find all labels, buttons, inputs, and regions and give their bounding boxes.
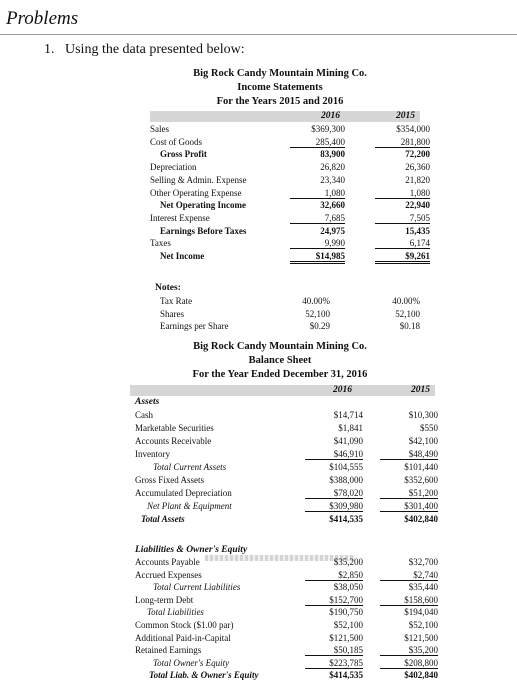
value-2015: $51,200 xyxy=(380,488,438,499)
value-2015: $158,600 xyxy=(380,595,438,606)
value-2016: 26,820 xyxy=(320,162,345,173)
row-label: Accrued Expenses xyxy=(135,569,202,580)
row-label: Net Plant & Equipment xyxy=(147,501,232,511)
row-label: Total Liabilities xyxy=(147,607,204,618)
value-2016: 52,100 xyxy=(305,308,330,319)
assets-table xyxy=(135,410,438,535)
value-2016: $152,700 xyxy=(305,595,363,606)
value-2015: $48,490 xyxy=(380,449,438,460)
income-statement-table xyxy=(150,124,430,264)
value-2016: $52,100 xyxy=(333,620,363,630)
income-period: For the Years 2015 and 2016 xyxy=(216,96,344,107)
value-2015: 52,100 xyxy=(395,308,420,319)
income-col-2015: 2015 xyxy=(396,111,415,121)
balance-header-band xyxy=(130,385,435,396)
value-2016: $78,020 xyxy=(305,488,363,499)
value-2015: $208,800 xyxy=(380,658,438,669)
row-label: Inventory xyxy=(135,449,170,459)
row-label: Taxes xyxy=(150,238,171,249)
row-label: Tax Rate xyxy=(160,296,193,306)
value-2015: $121,500 xyxy=(404,632,438,643)
value-2015: $101,440 xyxy=(404,462,438,472)
notes-table xyxy=(160,296,420,336)
row-label: Gross Fixed Assets xyxy=(135,475,205,485)
value-2016: $121,500 xyxy=(329,632,363,643)
value-2016: $35,200 xyxy=(333,557,363,567)
value-2015: $35,200 xyxy=(380,645,438,656)
balance-company: Big Rock Candy Mountain Mining Co. xyxy=(193,341,367,352)
income-company: Big Rock Candy Mountain Mining Co. xyxy=(193,68,367,79)
value-2016: $104,555 xyxy=(329,462,363,472)
value-2015: $2,740 xyxy=(380,570,438,581)
value-2016: $223,785 xyxy=(305,658,363,669)
value-2016: $414,535 xyxy=(329,670,363,681)
value-2015: $301,400 xyxy=(380,501,438,512)
row-label: Common Stock ($1.00 par) xyxy=(135,620,234,630)
value-2016: $1,841 xyxy=(338,423,363,433)
value-2015: $550 xyxy=(420,423,438,433)
value-2016: $414,535 xyxy=(329,514,363,524)
value-2015: $194,040 xyxy=(404,607,438,618)
value-2016: $41,090 xyxy=(333,436,363,446)
row-label: Cash xyxy=(135,410,153,420)
value-2015: 26,360 xyxy=(405,162,430,173)
row-label: Shares xyxy=(160,308,184,319)
value-2016: $0.29 xyxy=(309,321,330,332)
balance-col-2015: 2015 xyxy=(411,385,430,395)
value-2016: $369,300 xyxy=(311,124,345,134)
row-label: Accumulated Depreciation xyxy=(135,488,232,498)
value-2015: 1,080 xyxy=(375,188,430,199)
value-2016: $38,050 xyxy=(333,582,363,593)
row-label: Sales xyxy=(150,124,169,134)
value-2016: 83,900 xyxy=(320,149,345,160)
value-2016: 40.00% xyxy=(302,296,330,306)
value-2015: 7,505 xyxy=(375,213,430,224)
value-2016: 7,685 xyxy=(290,213,345,224)
value-2015: $402,840 xyxy=(404,514,438,524)
row-label: Marketable Securities xyxy=(135,423,214,433)
row-label: Additional Paid-in-Capital xyxy=(135,632,231,643)
row-label: Long-term Debt xyxy=(135,594,194,605)
row-label: Total Assets xyxy=(141,514,185,524)
row-label: Gross Profit xyxy=(160,149,207,160)
value-2016: 32,660 xyxy=(320,200,345,211)
value-2016: 285,400 xyxy=(290,137,345,148)
row-label: Total Current Assets xyxy=(153,462,227,472)
liabilities-title: Liabilities & Owner's Equity xyxy=(135,545,248,555)
row-label: Earnings per Share xyxy=(160,321,229,332)
value-2015: 6,174 xyxy=(375,238,430,249)
value-2015: $0.18 xyxy=(399,321,420,332)
value-2016: $190,750 xyxy=(329,607,363,618)
row-label: Selling & Admin. Expense xyxy=(150,174,247,185)
income-title: Income Statements xyxy=(237,82,323,93)
row-label: Earnings Before Taxes xyxy=(160,225,247,236)
value-2016: $388,000 xyxy=(329,475,363,485)
value-2015: $42,100 xyxy=(408,436,438,446)
row-label: Total Liab. & Owner's Equity xyxy=(149,670,259,681)
value-2015: 15,435 xyxy=(405,225,430,236)
value-2015: 40.00% xyxy=(392,296,420,306)
value-2015: $352,600 xyxy=(404,475,438,485)
row-label: Total Current Liabilities xyxy=(153,582,241,593)
balance-col-2016: 2016 xyxy=(333,385,352,395)
value-2016: $46,910 xyxy=(305,449,363,460)
row-label: Accounts Receivable xyxy=(135,436,212,446)
income-header-band xyxy=(150,111,420,122)
page-heading: Problems xyxy=(6,8,79,29)
row-label: Accounts Payable xyxy=(135,557,200,567)
notes-title: Notes: xyxy=(155,283,181,293)
balance-title: Balance Sheet xyxy=(248,355,312,366)
liabilities-table xyxy=(135,557,438,697)
value-2015: 72,200 xyxy=(405,149,430,160)
value-2015: $35,440 xyxy=(408,582,438,593)
row-label: Other Operating Expense xyxy=(150,187,242,198)
row-label: Interest Expense xyxy=(150,212,210,223)
value-2015: 22,940 xyxy=(405,200,430,211)
value-2016: $50,185 xyxy=(305,645,363,656)
value-2015: 21,820 xyxy=(405,174,430,185)
value-2015: 281,800 xyxy=(375,137,430,148)
problem-number: 1. xyxy=(44,42,55,57)
value-2015: $402,840 xyxy=(404,670,438,681)
problem-text: Using the data presented below: xyxy=(65,42,245,57)
value-2015: $52,100 xyxy=(408,620,438,630)
value-2015: $32,700 xyxy=(408,557,438,567)
value-2015: $354,000 xyxy=(396,124,430,134)
value-2016: 24,975 xyxy=(320,225,345,236)
value-2016: $14,714 xyxy=(333,410,363,420)
value-2015: $10,300 xyxy=(408,410,438,420)
value-2015: $9,261 xyxy=(375,251,430,264)
heading-divider xyxy=(0,34,517,35)
row-label: Retained Earnings xyxy=(135,645,202,656)
balance-period: For the Year Ended December 31, 2016 xyxy=(192,369,368,380)
value-2016: 9,990 xyxy=(290,238,345,249)
assets-title: Assets xyxy=(135,397,160,407)
row-label: Depreciation xyxy=(150,162,197,173)
value-2016: $2,850 xyxy=(305,570,363,581)
value-2016: 1,080 xyxy=(290,188,345,199)
income-col-2016: 2016 xyxy=(321,111,340,121)
value-2016: 23,340 xyxy=(320,174,345,185)
row-label: Net Income xyxy=(160,251,205,261)
problem-1 xyxy=(44,42,245,58)
row-label: Total Owner's Equity xyxy=(153,657,230,668)
value-2016: $309,980 xyxy=(305,501,363,512)
row-label: Net Operating Income xyxy=(160,200,246,211)
value-2016: $14,985 xyxy=(290,251,345,264)
row-label: Cost of Goods xyxy=(150,136,203,147)
